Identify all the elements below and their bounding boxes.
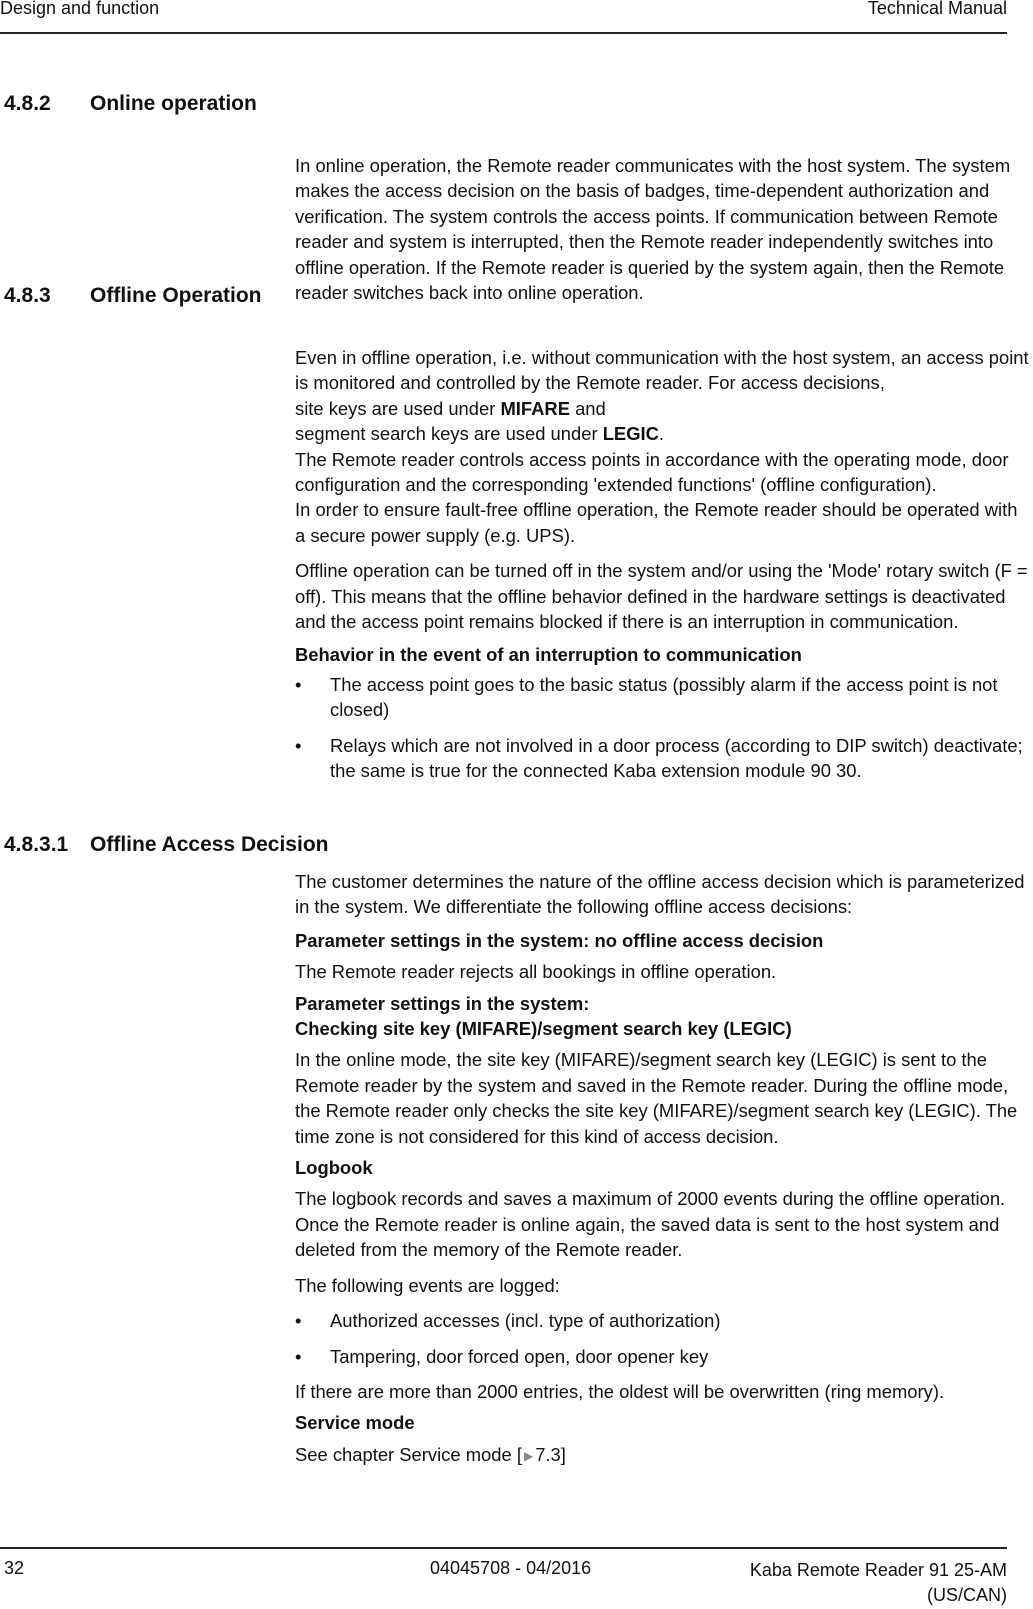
text: and xyxy=(569,397,606,419)
offline-access-decision-body xyxy=(295,869,1032,1469)
subheading: Behavior in the event of an interruption to communication xyxy=(295,644,802,666)
text: . xyxy=(658,423,665,445)
section-number: 4.8.3.1 xyxy=(4,833,69,856)
section-number: 4.8.3 xyxy=(4,284,51,307)
section-number: 4.8.2 xyxy=(4,92,51,115)
paragraph: Offline operation can be turned off in the system and/or using the 'Mode' rotary switch (F = off). This means that the offline behavior defined in the hardware settings is deactivated and the access point remains blocked if there is an interruption in communication. xyxy=(295,560,1028,633)
subheading: Parameter settings in the system: no offline access decision xyxy=(295,929,824,951)
reference-link[interactable]: 7.3] xyxy=(535,1443,566,1465)
list-item-text: Authorized accesses (incl. type of authorization) xyxy=(330,1310,721,1332)
paragraph: If there are more than 2000 entries, the oldest will be overwritten (ring memory). xyxy=(295,1380,945,1402)
list-item xyxy=(295,1308,1032,1333)
section-heading-4-8-3 xyxy=(4,284,262,308)
page-header xyxy=(0,0,1007,34)
cross-reference xyxy=(295,1442,1032,1469)
text: site keys are used under xyxy=(295,397,501,419)
chevron-right-icon: ▶ xyxy=(523,1448,534,1463)
paragraph: The customer determines the nature of the offline access decision which is parameterized in the system. We differentiate the following offline access decisions: xyxy=(295,871,1025,918)
list-item xyxy=(295,733,1032,784)
text: See chapter Service mode [ xyxy=(295,1443,522,1465)
subheading: Checking site key (MIFARE)/segment search key (LEGIC) xyxy=(295,1018,792,1040)
page-number: 32 xyxy=(4,1558,25,1578)
section-title: Offline Operation xyxy=(90,284,262,307)
section-heading-4-8-3-1 xyxy=(4,833,328,857)
bold-term: MIFARE xyxy=(500,397,570,419)
bullet-icon: • xyxy=(295,673,302,695)
list-item xyxy=(295,1344,1032,1369)
footer-rule xyxy=(0,1547,1007,1549)
offline-operation-body xyxy=(295,345,1032,784)
product-name: Kaba Remote Reader 91 25-AM (US/CAN) xyxy=(749,1560,1007,1605)
subheading: Logbook xyxy=(295,1157,373,1179)
subheading: Service mode xyxy=(295,1412,415,1434)
paragraph: Even in offline operation, i.e. without communication with the host system, an access point is monitored and controlled by the Remote reader. For access decisions, xyxy=(295,347,1029,394)
bullet-icon: • xyxy=(295,1310,302,1332)
header-chapter: Design and function xyxy=(0,0,160,18)
header-doc-type: Technical Manual xyxy=(867,0,1007,18)
list-item-text: Tampering, door forced open, door opener key xyxy=(330,1345,709,1367)
paragraph: In the online mode, the site key (MIFARE)/segment search key (LEGIC) is sent to the Remote reader by the system and saved in the Remote reader. During the offline mode, the Remote reader only checks the site key (MIFARE)/segment search key (LEGIC). The time zone is not considered for this kind of access decision. xyxy=(295,1049,1018,1147)
section-title: Offline Access Decision xyxy=(90,833,329,856)
document-number: 04045708 - 04/2016 xyxy=(430,1558,592,1578)
section-title: Online operation xyxy=(90,92,257,115)
paragraph: The logbook records and saves a maximum of 2000 events during the offline operation. Once the Remote reader is online again, the saved data is sent to the host system and deleted from the memory of the Remote reader. xyxy=(295,1188,1006,1261)
online-operation-body xyxy=(295,153,1032,305)
paragraph xyxy=(295,396,1032,421)
paragraph xyxy=(295,421,1032,446)
paragraph: In online operation, the Remote reader communicates with the host system. The system makes the access decision on the basis of badges, time-dependent authorization and verification. The system controls the access points. If communication between Remote reader and system is interrupted, then the Remote reader independently switches into offline operation. If the Remote reader is queried by the system again, then the Remote reader switches back into online operation. xyxy=(295,155,1011,304)
paragraph: The Remote reader controls access points in accordance with the operating mode, door configuration and the corresponding 'extended functions' (offline configuration). xyxy=(295,448,1009,496)
bold-term: LEGIC xyxy=(602,423,659,445)
subheading: Parameter settings in the system: xyxy=(295,992,590,1014)
bullet-icon: • xyxy=(295,734,302,756)
paragraph: The Remote reader rejects all bookings in offline operation. xyxy=(295,961,777,983)
paragraph: In order to ensure fault-free offline operation, the Remote reader should be operated with a secure power supply (e.g. UPS). xyxy=(295,499,1018,546)
list-item xyxy=(295,672,1032,723)
paragraph: The following events are logged: xyxy=(295,1274,560,1296)
section-heading-4-8-2 xyxy=(4,92,257,116)
text: segment search keys are used under xyxy=(295,423,603,445)
bullet-icon: • xyxy=(295,1345,302,1367)
list-item-text: Relays which are not involved in a door process (according to DIP switch) deactivate; the same is true for the connected Kaba extension module 90 30. xyxy=(330,734,1023,782)
list-item-text: The access point goes to the basic status (possibly alarm if the access point is not closed) xyxy=(330,673,998,721)
